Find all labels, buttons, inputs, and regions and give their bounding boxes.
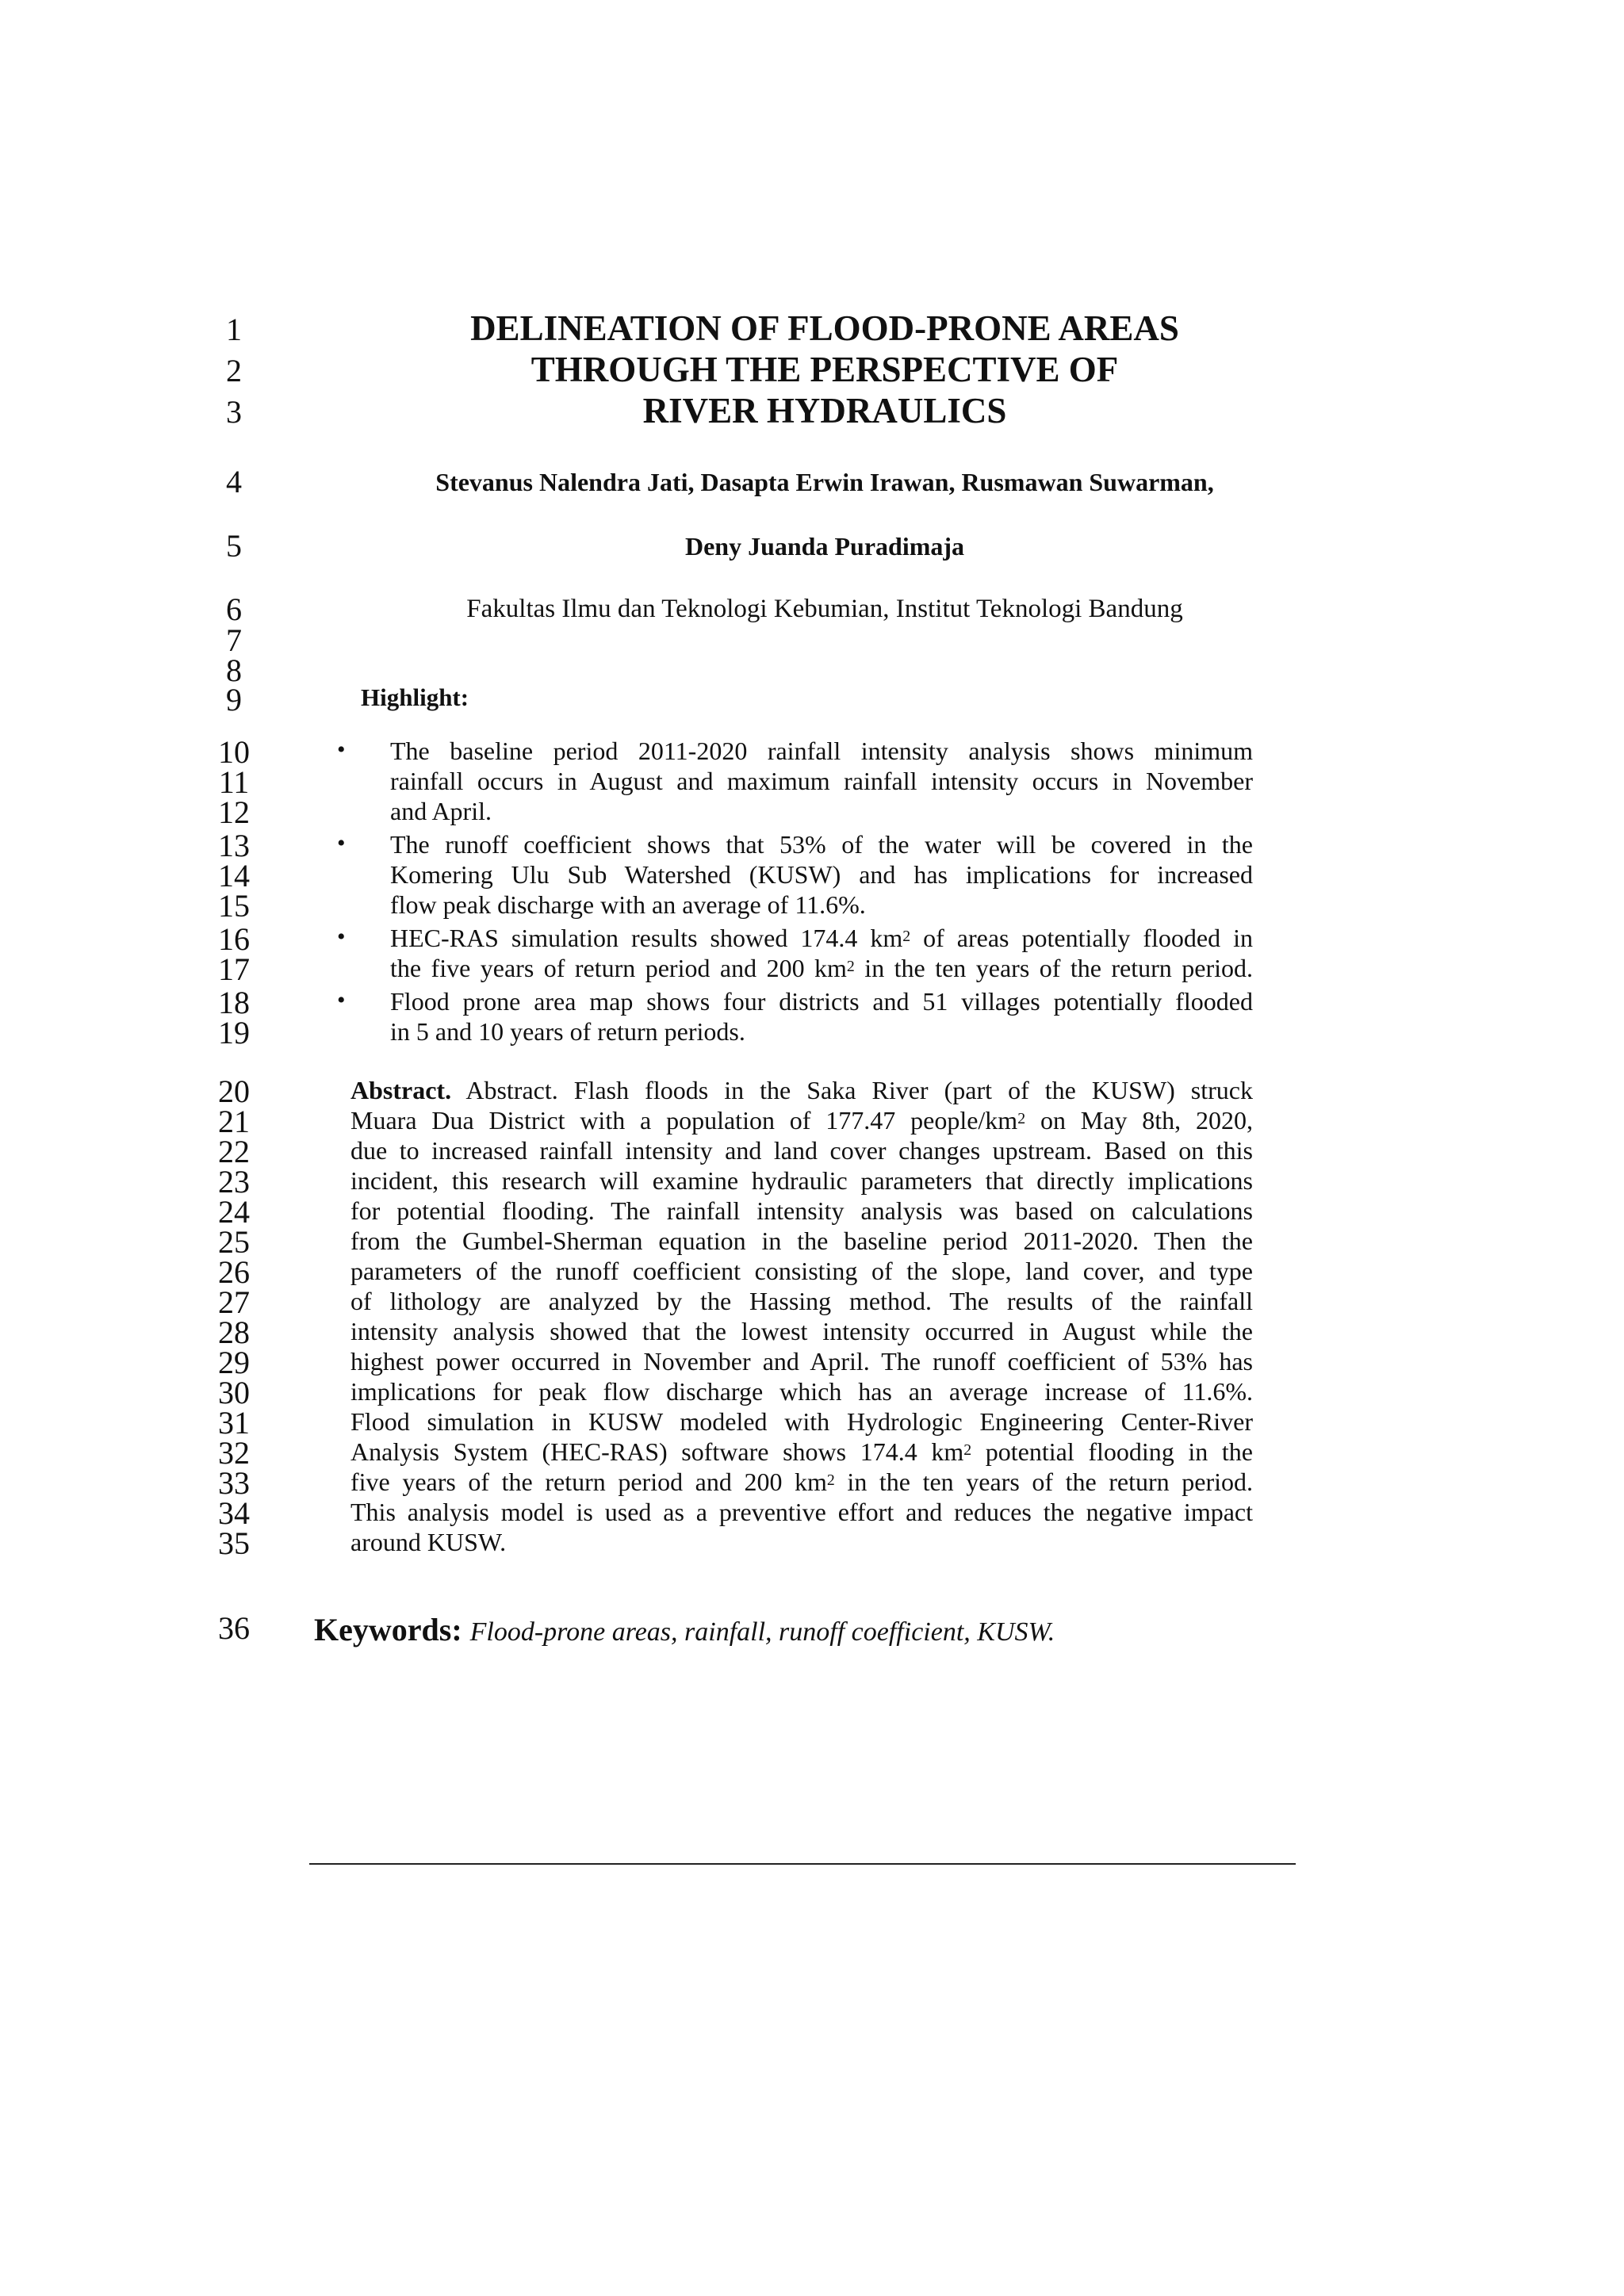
line-number: 3 <box>226 394 242 430</box>
keywords-label: Keywords: <box>314 1612 462 1647</box>
line-number: 33 <box>218 1465 250 1501</box>
abstract-line: five years of the return period and 200 $km^2$ in the ten years of the return period. <box>350 1468 1253 1496</box>
abstract-line: around KUSW. <box>350 1528 507 1556</box>
author-list-continued: Deny Juanda Puradimaja <box>684 532 965 561</box>
bullet: • <box>337 987 346 1013</box>
line-number: 29 <box>218 1345 250 1380</box>
line-number: 36 <box>218 1610 250 1646</box>
line-number: 30 <box>218 1375 250 1410</box>
line-number: 15 <box>218 888 250 924</box>
abstract-line: Analysis System (HEC-RAS) software shows 174.4 $km^2$ potential flooding in the <box>350 1437 1254 1466</box>
line-number: 23 <box>218 1164 250 1200</box>
highlight-line: HEC-RAS simulation results showed 174.4 $km^2$ of areas potentially flooded in <box>390 924 1254 952</box>
abstract-line: from the Gumbel-Sherman equation in the baseline period 2011-2020. Then the <box>350 1226 1253 1255</box>
line-number: 21 <box>218 1104 250 1139</box>
highlight-line: and April. <box>390 797 492 825</box>
line-number: 5 <box>226 528 242 564</box>
line-number: 20 <box>218 1073 250 1109</box>
line-number: 14 <box>218 858 250 894</box>
line-number: 26 <box>218 1254 250 1290</box>
abstract-line: parameters of the runoff coefficient consisting of the slope, land cover, and type <box>350 1257 1253 1285</box>
abstract-label: Abstract. <box>350 1076 452 1104</box>
abstract-line: of lithology are analyzed by the Hassing method. The results of the rainfall <box>350 1287 1253 1315</box>
highlight-line: The baseline period 2011-2020 rainfall intensity analysis shows minimum <box>390 737 1253 765</box>
bullet: • <box>337 830 346 856</box>
affiliation: Fakultas Ilmu dan Teknologi Kebumian, Institut Teknologi Bandung <box>466 595 1183 623</box>
bullet: • <box>337 737 346 763</box>
abstract-line: Abstract. Abstract. Flash floods in the Saka River (part of the KUSW) struck <box>350 1076 1253 1104</box>
highlight-line: Komering Ulu Sub Watershed (KUSW) and has implications for increased <box>390 860 1253 889</box>
highlight-heading: Highlight: <box>361 683 469 711</box>
line-number: 19 <box>218 1015 250 1050</box>
abstract-line: implications for peak flow discharge which has an average increase of 11.6%. <box>350 1377 1253 1406</box>
highlight-line: the five years of return period and 200 $km^2$ in the ten years of the return period. <box>390 954 1253 982</box>
abstract-line: due to increased rainfall intensity and land cover changes upstream. Based on this <box>350 1136 1253 1165</box>
abstract-line: Muara Dua District with a population of 177.47 people/$km^2$ on May 8th, 2020, <box>350 1106 1254 1135</box>
line-number: 18 <box>218 985 250 1020</box>
title-line: DELINEATION OF FLOOD-PRONE AREAS <box>470 308 1179 348</box>
author-list: Stevanus Nalendra Jati, Dasapta Erwin Irawan, Rusmawan Suwarman, <box>435 468 1214 496</box>
line-number: 24 <box>218 1194 250 1230</box>
bullet: • <box>337 924 346 950</box>
keywords-text: Flood-prone areas, rainfall, runoff coefficient, KUSW. <box>469 1617 1055 1647</box>
abstract-line: for potential flooding. The rainfall intensity analysis was based on calculations <box>350 1196 1253 1225</box>
line-number: 7 <box>226 622 242 658</box>
abstract-line: This analysis model is used as a preventive effort and reduces the negative impact <box>350 1498 1253 1526</box>
keywords <box>314 1614 1055 1646</box>
line-number: 9 <box>226 682 242 718</box>
footnote-divider <box>309 1863 1296 1865</box>
line-number: 17 <box>218 951 250 987</box>
line-number: 10 <box>218 734 250 770</box>
highlight-line: Flood prone area map shows four districts and 51 villages potentially flooded <box>390 987 1253 1016</box>
line-number: 25 <box>218 1224 250 1260</box>
line-number: 16 <box>218 921 250 957</box>
highlight-line: The runoff coefficient shows that 53% of the water will be covered in the <box>390 830 1253 859</box>
line-number: 22 <box>218 1134 250 1169</box>
highlight-line: in 5 and 10 years of return periods. <box>390 1017 745 1046</box>
abstract-line: incident, this research will examine hydraulic parameters that directly implications <box>350 1166 1253 1195</box>
abstract-line: intensity analysis showed that the lowest intensity occurred in August while the <box>350 1317 1253 1345</box>
title-line: RIVER HYDRAULICS <box>642 391 1007 430</box>
title-line: THROUGH THE PERSPECTIVE OF <box>530 350 1119 389</box>
highlight-line: rainfall occurs in August and maximum rainfall intensity occurs in November <box>390 767 1253 795</box>
line-number: 27 <box>218 1284 250 1320</box>
line-number: 12 <box>218 794 250 830</box>
line-number: 31 <box>218 1405 250 1441</box>
line-number: 2 <box>226 353 242 388</box>
line-number: 28 <box>218 1314 250 1350</box>
line-number: 11 <box>218 764 250 800</box>
line-number: 1 <box>226 312 242 347</box>
line-number: 34 <box>218 1495 250 1531</box>
line-number: 35 <box>218 1525 250 1561</box>
abstract-line: highest power occurred in November and April. The runoff coefficient of 53% has <box>350 1347 1253 1376</box>
highlight-line: flow peak discharge with an average of 11.6%. <box>390 890 866 919</box>
line-number: 6 <box>226 591 242 627</box>
line-number: 32 <box>218 1435 250 1471</box>
line-number: 8 <box>226 652 242 688</box>
line-number: 4 <box>226 464 242 499</box>
line-number: 13 <box>218 828 250 863</box>
abstract-line: Flood simulation in KUSW modeled with Hydrologic Engineering Center-River <box>350 1407 1253 1436</box>
